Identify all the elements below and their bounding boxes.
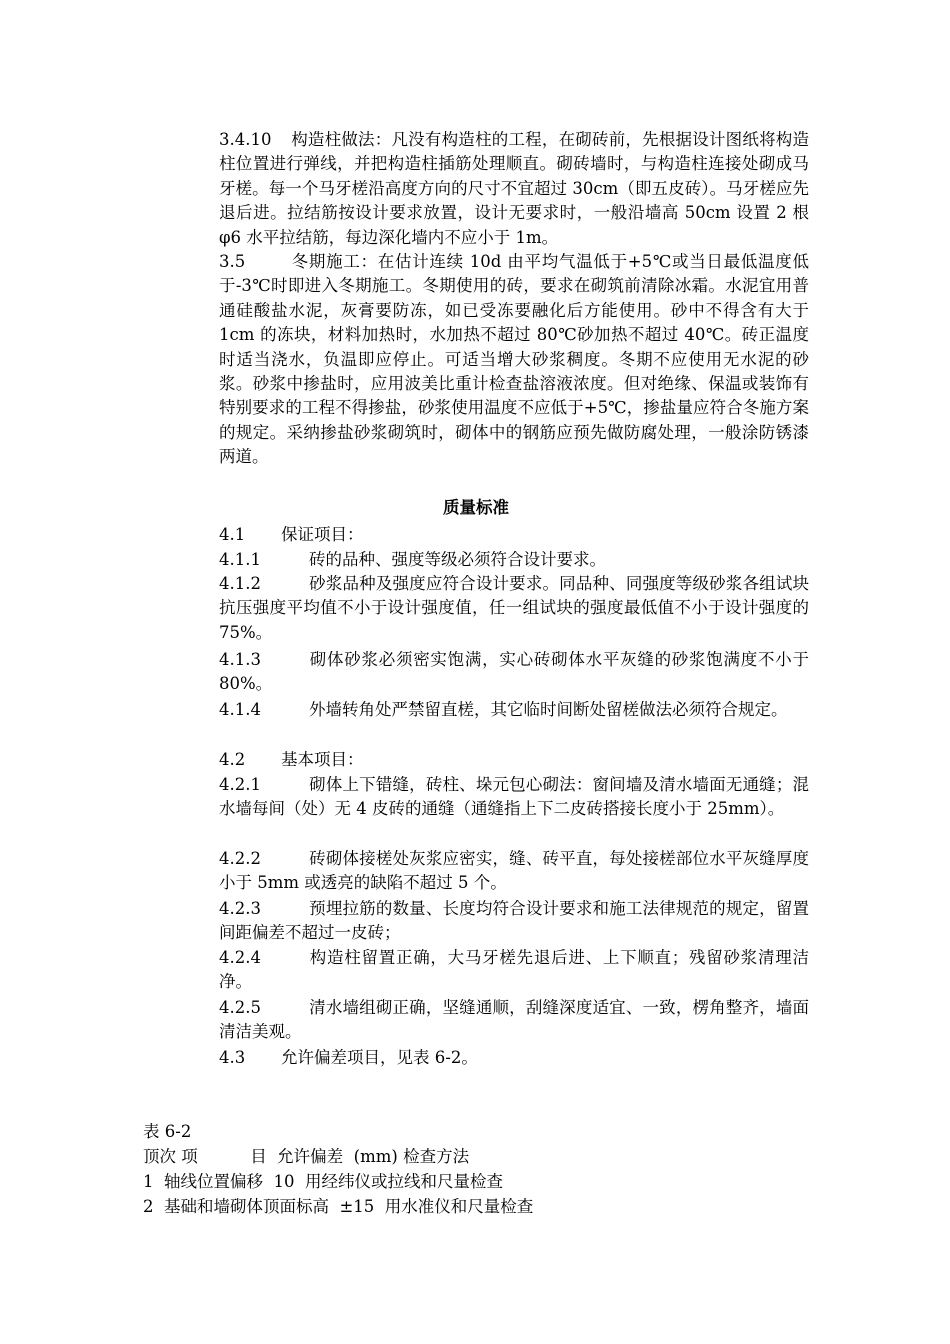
section-text: 基本项目：: [281, 750, 364, 769]
section-4-1: [143, 523, 809, 547]
section-4-1-2: [143, 572, 809, 645]
section-4-1-3: [143, 648, 809, 697]
section-text: 冬期施工：在估计连续 10d 由平均气温低于+5℃或当日最低温度低于-3℃时即进入冬期施工。冬期使用的砖，要求在砌筑前清除冰霜。水泥宜用普通硅酸盐水泥，灰膏要防冻，如已受冻要融化后方能使用。砂中不得含有大于 1cm 的冻块，材料加热时，水加热不超过 80℃砂加热不超过 40℃。砖正温度时适当浇水，负温即应停止。可适当增大砂浆稠度。冬期不应使用无水泥的砂浆。砂浆中掺盐时，应用波美比重计检查盐溶液浓度。但对绝缘、保温或装饰有特别要求的工程不得掺盐，砂浆使用温度不应低于+5℃，掺盐量应符合冬施方案的规定。采纳掺盐砂浆砌筑时，砌体中的钢筋应预先做防腐处理，一般涂防锈漆两道。: [219, 252, 809, 467]
section-number: 4.1: [219, 525, 246, 544]
section-number: 4.1.4: [219, 700, 261, 719]
section-text: 砌体上下错缝，砖柱、垛元包心砌法：窗间墙及清水墙面无通缝；混水墙每间（处）无 4 皮砖的通缝（通缝指上下二皮砖搭接长度小于 25mm）。: [219, 775, 809, 819]
section-text: 保证项目：: [281, 525, 364, 544]
section-4-3: [143, 1046, 809, 1070]
table-caption: 表 6-2: [143, 1122, 192, 1141]
section-4-2-5: [143, 996, 809, 1045]
section-4-2-4: [143, 946, 809, 995]
section-text: 构造柱做法：凡没有构造柱的工程，在砌砖前，先根据设计图纸将构造柱位置进行弹线，并把构造柱插筋处理顺直。砌砖墙时，与构造柱连接处砌成马牙槎。每一个马牙槎沿高度方向的尺寸不宜超过 30cm（即五皮砖）。马牙槎应先退后进。拉结筋按设计要求放置，设计无要求时，一般沿墙高 50cm 设置 2 根 φ6 水平拉结筋，每边深化墙内不应小于 1m。: [219, 130, 809, 247]
section-text: 清水墙组砌正确，坚缝通顺，刮缝深度适宜、一致，楞角整齐，墙面清洁美观。: [219, 998, 809, 1042]
section-heading: 质量标准: [443, 498, 509, 517]
section-4-1-4: [143, 698, 809, 722]
section-number: 4.2: [219, 750, 246, 769]
section-number: 4.2.2: [219, 849, 261, 868]
section-text: 外墙转角处严禁留直槎，其它临时间断处留槎做法必须符合规定。: [309, 700, 788, 719]
section-number: 4.2.3: [219, 899, 261, 918]
section-3-4-10: [143, 128, 809, 250]
table-row: 1 轴线位置偏移 10 用经纬仪或拉线和尺量检查: [143, 1172, 503, 1191]
section-4-2-1: [143, 773, 809, 822]
table-row: 2 基础和墙砌体顶面标高 ±15 用水准仪和尺量检查: [143, 1197, 534, 1216]
section-number: 4.2.4: [219, 948, 261, 967]
section-3-5: [143, 250, 809, 470]
section-number: 4.1.1: [219, 550, 261, 569]
section-number: 4.3: [219, 1048, 246, 1067]
section-text: 砖的品种、强度等级必须符合设计要求。: [309, 550, 606, 569]
section-text: 砖砌体接槎处灰浆应密实，缝、砖平直，每处接槎部位水平灰缝厚度小于 5mm 或透亮的缺陷不超过 5 个。: [219, 849, 809, 893]
section-4-2-3: [143, 897, 809, 946]
section-text: 构造柱留置正确，大马牙槎先退后进、上下顺直；残留砂浆清理洁净。: [219, 948, 809, 992]
section-number: 3.5: [219, 252, 246, 271]
section-text: 预埋拉筋的数量、长度均符合设计要求和施工法律规范的规定，留置间距偏差不超过一皮砖；: [219, 899, 809, 943]
section-4-2-2: [143, 847, 809, 896]
section-number: 4.2.1: [219, 775, 261, 794]
section-text: 砌体砂浆必须密实饱满，实心砖砌体水平灰缝的砂浆饱满度不小于 80%。: [219, 650, 809, 694]
section-number: 3.4.10: [219, 130, 272, 149]
table-header: 顶次 项 目 允许偏差 (mm) 检查方法: [143, 1147, 470, 1166]
section-number: 4.1.2: [219, 574, 261, 593]
section-number: 4.1.3: [219, 650, 261, 669]
section-text: 允许偏差项目，见表 6-2。: [281, 1048, 478, 1067]
section-4-2: [143, 748, 809, 772]
section-number: 4.2.5: [219, 998, 261, 1017]
section-text: 砂浆品种及强度应符合设计要求。同品种、同强度等级砂浆各组试块抗压强度平均值不小于设计强度值，任一组试块的强度最低值不小于设计强度的 75%。: [219, 574, 809, 642]
section-4-1-1: [143, 548, 809, 572]
